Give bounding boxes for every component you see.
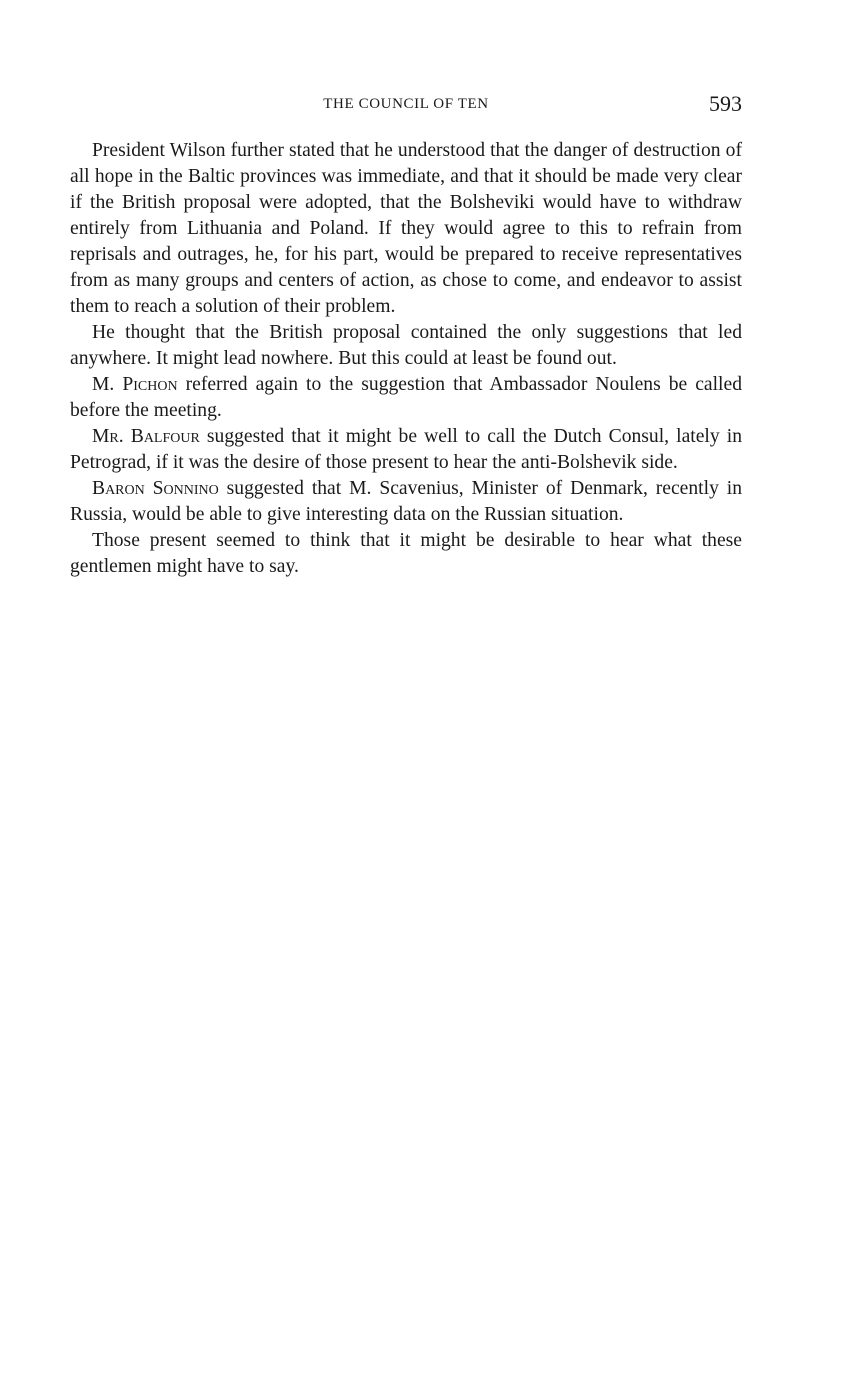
paragraph-text: President Wilson further stated that he understood that the danger of destruction of all hope in the Baltic provinces was immediate, and that it should be made very clear if the British proposal were adopted, that the Bolsheviki would have to withdraw entirely from Lithuania and Poland. If they would agree to this to refrain from reprisals and outrages, he, for his part, would be prepared to receive representatives from as many groups and centers of action, as chose to come, and endeavor to assist them to reach a solution of their problem. [70, 140, 742, 317]
running-header [70, 88, 742, 124]
paragraph [70, 138, 742, 320]
paragraph-text: He thought that the British proposal contained the only suggestions that led anywhere. It might lead nowhere. But this could at least be found out. [70, 322, 742, 369]
running-title: THE COUNCIL OF TEN [323, 96, 489, 112]
paragraph-text: suggested that it might be well to call the Dutch Consul, lately in Petrograd, if it was the desire of those present to hear the anti-Bolshevik side. [70, 426, 742, 473]
speaker-name: Mr. Balfour [92, 426, 200, 447]
paragraph [70, 528, 742, 580]
paragraph-text: suggested that M. Scavenius, Minister of Denmark, recently in Russia, would be able to give interesting data on the Russian situation. [70, 478, 742, 525]
paragraph [70, 372, 742, 424]
body-text [70, 138, 742, 580]
paragraph [70, 424, 742, 476]
speaker-name: M. Pichon [92, 374, 178, 395]
paragraph [70, 476, 742, 528]
paragraph [70, 320, 742, 372]
document-page [70, 88, 742, 580]
page-number: 593 [709, 91, 742, 116]
speaker-name: Baron Sonnino [92, 478, 219, 499]
paragraph-text: Those present seemed to think that it might be desirable to hear what these gentlemen might have to say. [70, 530, 742, 577]
paragraph-text: referred again to the suggestion that Ambassador Noulens be called before the meeting. [70, 374, 742, 421]
